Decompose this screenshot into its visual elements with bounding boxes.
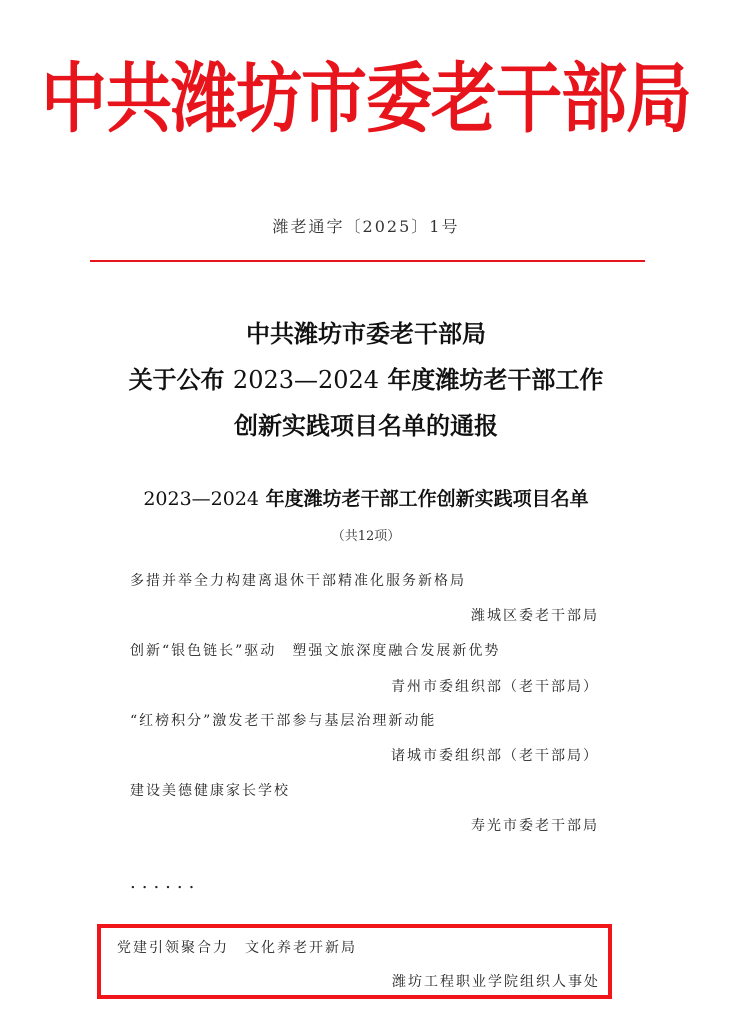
project-title: 创新“银色链长”驱动 塑强文旅深度融合发展新优势 (130, 643, 501, 659)
project-unit: 潍城区委老干部局 (471, 608, 599, 624)
notice-title-line-2 (0, 360, 732, 395)
highlighted-project-title: 党建引领聚合力 文化养老开新局 (117, 940, 357, 956)
project-title: 建设美德健康家长学校 (130, 783, 290, 799)
notice-title-line-3: 创新实践项目名单的通报 (234, 411, 498, 440)
masthead-title: 中共潍坊市委老干部局 (41, 54, 691, 144)
list-heading-text: 年度潍坊老干部工作创新实践项目名单 (265, 488, 589, 510)
project-unit: 青州市委组织部（老干部局） (391, 679, 599, 695)
highlighted-project-box (97, 924, 612, 999)
project-title: “红榜积分”激发老干部参与基层治理新动能 (130, 713, 437, 729)
project-title: 多措并举全力构建离退休干部精准化服务新格局 (130, 573, 466, 589)
document-number: 潍老通字〔2025〕1号 (272, 217, 460, 236)
project-unit: 诸城市委组织部（老干部局） (391, 748, 599, 764)
list-count: （共12项） (331, 529, 401, 544)
red-divider-line (90, 260, 645, 262)
notice-title-prefix: 关于公布 (128, 365, 225, 394)
list-heading-years: 2023—2024 (143, 488, 260, 510)
notice-title-years: 2023—2024 (232, 366, 380, 394)
project-unit: 寿光市委老干部局 (471, 818, 599, 834)
notice-title-line-1: 中共潍坊市委老干部局 (246, 319, 486, 348)
highlighted-project-unit: 潍坊工程职业学院组织人事处 (392, 974, 600, 990)
notice-title-suffix: 年度潍坊老干部工作 (387, 365, 604, 394)
list-heading (0, 484, 732, 511)
list-ellipsis: ...... (130, 872, 201, 893)
